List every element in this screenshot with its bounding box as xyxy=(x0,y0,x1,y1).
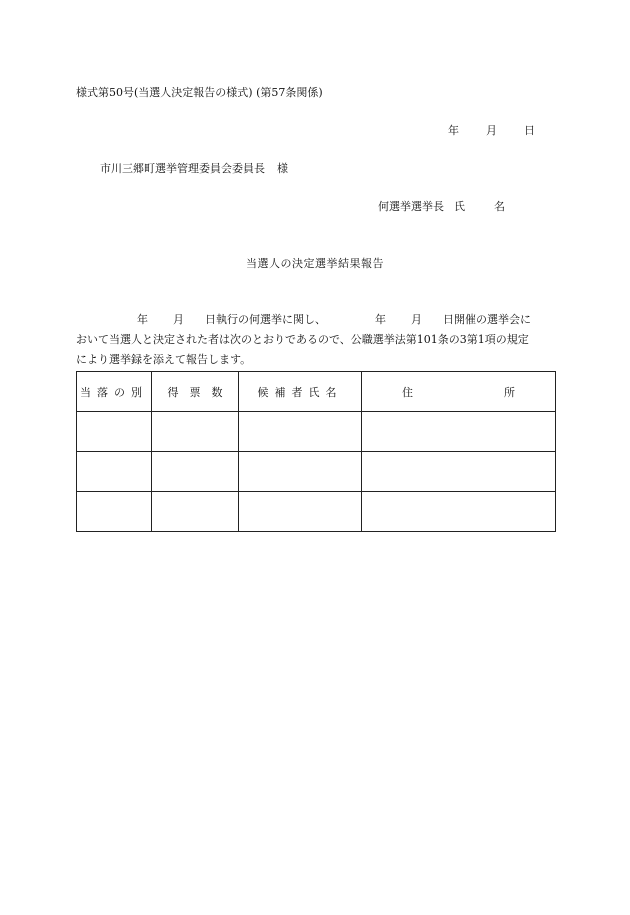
body-year-1: 年 xyxy=(137,313,148,326)
cell-address[interactable] xyxy=(362,412,556,452)
report-title: 当選人の決定選挙結果報告 xyxy=(246,257,384,270)
cell-status[interactable] xyxy=(77,492,152,532)
cell-candidate[interactable] xyxy=(239,412,362,452)
body-month-1: 月 xyxy=(173,313,184,326)
cell-status[interactable] xyxy=(77,412,152,452)
table-row xyxy=(77,452,556,492)
cell-votes[interactable] xyxy=(152,492,239,532)
header-status: 当落の別 xyxy=(77,372,152,412)
cell-address[interactable] xyxy=(362,452,556,492)
date-month-label: 月 xyxy=(486,124,497,137)
cell-votes[interactable] xyxy=(152,412,239,452)
addressee xyxy=(100,160,288,176)
sender-mei: 名 xyxy=(494,200,505,213)
body-text-2: 日開催の選挙会に xyxy=(443,313,531,326)
header-address-left: 住 xyxy=(402,385,413,399)
cell-votes[interactable] xyxy=(152,452,239,492)
sender-shi: 氏 xyxy=(454,200,465,213)
header-candidate: 候補者氏名 xyxy=(239,372,362,412)
date-year-label: 年 xyxy=(448,124,459,137)
body-line-2: おいて当選人と決定された者は次のとおりであるので、公職選挙法第101条の3第1項の規定 xyxy=(76,333,529,346)
report-body xyxy=(76,310,560,370)
result-table xyxy=(76,371,556,532)
body-month-2: 月 xyxy=(411,313,422,326)
form-number: 様式第50号(当選人決定報告の様式) (第57条関係) xyxy=(76,86,323,99)
table-row xyxy=(77,412,556,452)
header-votes: 得 票 数 xyxy=(152,372,239,412)
body-text-1: 日執行の何選挙に関し、 xyxy=(205,313,326,326)
table-header-row xyxy=(77,372,556,412)
header-address xyxy=(362,372,556,412)
sender xyxy=(378,198,505,214)
date-day-label: 日 xyxy=(524,124,535,137)
table-row xyxy=(77,492,556,532)
body-line-1 xyxy=(76,310,560,330)
body-year-2: 年 xyxy=(375,313,386,326)
addressee-name: 市川三郷町選挙管理委員会委員長 xyxy=(100,162,265,175)
date-line xyxy=(448,122,535,138)
cell-candidate[interactable] xyxy=(239,452,362,492)
cell-candidate[interactable] xyxy=(239,492,362,532)
body-line-3: により選挙録を添えて報告します。 xyxy=(76,353,252,366)
cell-address[interactable] xyxy=(362,492,556,532)
header-address-right: 所 xyxy=(504,385,515,399)
sender-title: 何選挙選挙長 xyxy=(378,200,444,213)
addressee-honorific: 様 xyxy=(277,162,288,175)
cell-status[interactable] xyxy=(77,452,152,492)
